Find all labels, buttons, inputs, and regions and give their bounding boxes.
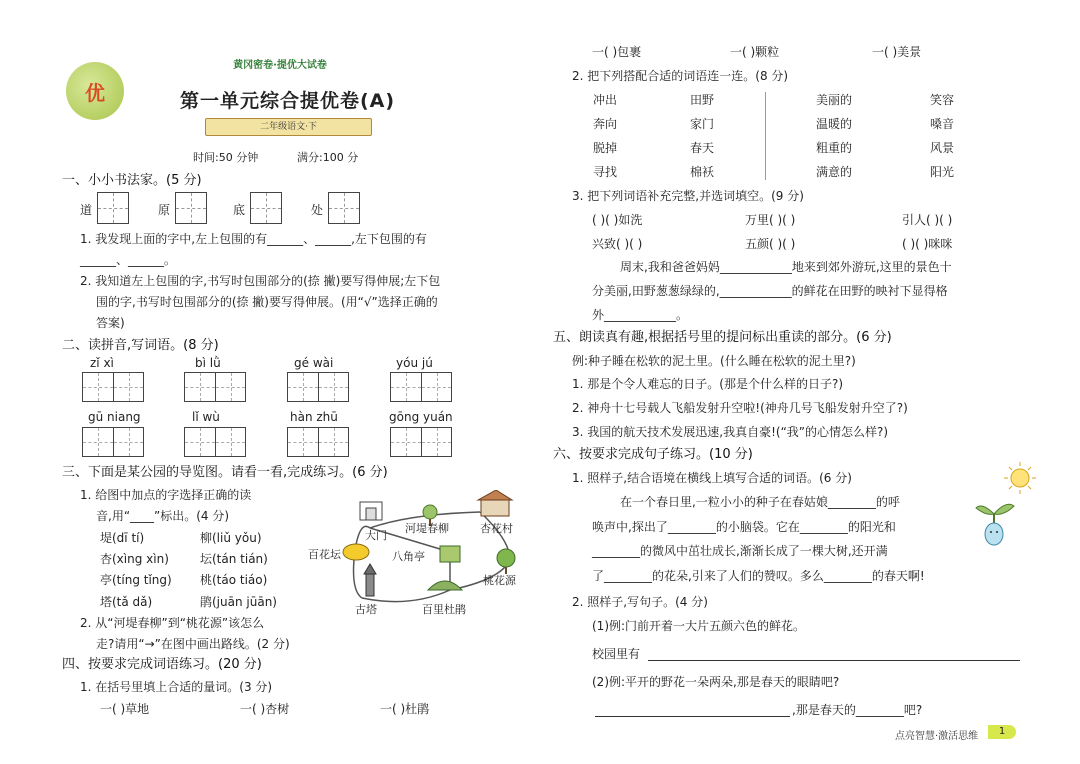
s5-q3: 3. 我国的航天技术发展迅速,我真自豪!(“我”的心情怎么样?)	[572, 425, 889, 439]
reading-option: 坛(tán tián)	[200, 552, 268, 566]
s5-example: 例:种子睡在松软的泥土里。(什么睡在松软的泥土里?)	[572, 354, 856, 368]
map-label-pavilion: 八角亭	[392, 550, 425, 563]
map-label-village: 杏花村	[480, 522, 513, 535]
reading-option: 堤(dī tí)	[100, 531, 145, 545]
pinyin-grid[interactable]	[82, 427, 144, 457]
s6-q2: 2. 照样子,写句子。(4 分)	[572, 595, 708, 609]
s1-q2-line1: 2. 我知道左上包围的字,书写时包围部分的(捺 撇)要写得伸展;左下包	[80, 274, 441, 288]
match-word[interactable]: 满意的	[816, 165, 853, 179]
reading-option: 鹃(juān jūān)	[200, 595, 277, 609]
s5-q1: 1. 那是个令人难忘的日子。(那是个什么样的日子?)	[572, 377, 843, 391]
pinyin-7: hàn zhū	[290, 410, 338, 424]
section-3-heading: 三、下面是某公园的导览图。请看一看,完成练习。(6 分)	[62, 465, 388, 480]
pinyin-grid[interactable]	[82, 372, 144, 402]
page-number: 1	[988, 725, 1016, 739]
pavilion-icon	[440, 546, 460, 562]
section-6-heading: 六、按要求完成句子练习。(10 分)	[553, 447, 753, 462]
s1-q2-line3: 答案)	[96, 316, 125, 330]
pinyin-grid[interactable]	[390, 427, 452, 457]
writing-box[interactable]	[97, 192, 129, 224]
idiom-blank[interactable]: 兴致( )( )	[592, 237, 643, 251]
pinyin-2: bì lǜ	[195, 356, 221, 370]
map-label-peach: 桃花源	[483, 574, 516, 587]
pinyin-8: gōng yuán	[389, 410, 453, 424]
match-word[interactable]: 春天	[690, 141, 715, 155]
page-title: 第一单元综合提优卷(A)	[180, 90, 396, 112]
idiom-blank[interactable]: ( )( )如洗	[592, 213, 643, 227]
match-word[interactable]: 冲出	[593, 93, 618, 107]
char-4: 处	[311, 203, 324, 217]
score-label: 满分:100 分	[297, 151, 359, 164]
match-word[interactable]: 美丽的	[816, 93, 853, 107]
seedling-sun-icon	[972, 458, 1036, 554]
s3-q1-line1: 1. 给图中加点的字选择正确的读	[80, 488, 252, 502]
s6-para-line1: 在一个春日里,一粒小小的种子在春姑娘________的呼	[620, 495, 900, 509]
brand-label: 黄冈密卷·提优大试卷	[233, 60, 327, 71]
map-label-tower: 古塔	[355, 603, 377, 616]
section-4-heading: 四、按要求完成词语练习。(20 分)	[62, 657, 262, 672]
char-3: 底	[233, 203, 246, 217]
measure-word-blank[interactable]: 一( )草地	[100, 702, 150, 716]
house-icon	[478, 490, 512, 516]
reading-option: 桃(táo tiáo)	[200, 573, 268, 587]
writing-box[interactable]	[250, 192, 282, 224]
match-word[interactable]: 粗重的	[816, 141, 853, 155]
match-word[interactable]: 温暖的	[816, 117, 853, 131]
map-label-river: 河堤春柳	[405, 522, 449, 535]
map-label-flower-altar: 百花坛	[308, 548, 341, 561]
idiom-blank[interactable]: 五颜( )( )	[745, 237, 796, 251]
answer-line[interactable]	[648, 660, 1020, 661]
reading-option: 亭(tíng tǐng)	[100, 573, 172, 587]
s3-q2-line2: 走?请用“→”在图中画出路线。(2 分)	[96, 637, 290, 651]
char-1: 道	[80, 203, 93, 217]
s6-para-line3: ________的微风中茁壮成长,渐渐长成了一棵大树,还开满	[592, 544, 888, 558]
s6-answer-1-prefix: 校园里有	[592, 647, 641, 661]
writing-box[interactable]	[175, 192, 207, 224]
s6-q1: 1. 照样子,结合语境在横线上填写合适的词语。(6 分)	[572, 471, 852, 485]
pinyin-1: zǐ xì	[90, 356, 114, 370]
azalea-icon	[428, 581, 462, 590]
s6-para-line4: 了________的花朵,引来了人们的赞叹。多么________的春天啊!	[592, 569, 925, 583]
match-word[interactable]: 风景	[930, 141, 955, 155]
measure-word-blank[interactable]: 一( )颗粒	[730, 45, 780, 59]
map-label-gate: 大门	[365, 529, 387, 542]
gate-icon	[360, 502, 382, 520]
section-1-heading: 一、小小书法家。(5 分)	[62, 173, 202, 188]
pinyin-4: yóu jú	[396, 356, 433, 370]
s6-answer-2-suffix: ,那是春天的________吧?	[792, 703, 923, 717]
s6-example-1: (1)例:门前开着一大片五颜六色的鲜花。	[592, 619, 806, 633]
writing-box[interactable]	[328, 192, 360, 224]
pinyin-grid[interactable]	[184, 372, 246, 402]
pinyin-5: gū niang	[88, 410, 141, 424]
pinyin-3: gé wài	[294, 356, 334, 370]
s1-q1-line1: 1. 我发现上面的字中,左上包围的有______、______,左下包围的有	[80, 232, 427, 246]
pinyin-grid[interactable]	[184, 427, 246, 457]
match-word[interactable]: 脱掉	[593, 141, 618, 155]
idiom-blank[interactable]: ( )( )咪咪	[902, 237, 953, 251]
char-2: 原	[158, 203, 171, 217]
match-word[interactable]: 笑容	[930, 93, 955, 107]
pinyin-grid[interactable]	[390, 372, 452, 402]
fill-paragraph-line3: 外____________。	[592, 308, 689, 322]
pinyin-grid[interactable]	[287, 372, 349, 402]
measure-word-blank[interactable]: 一( )美景	[872, 45, 922, 59]
pinyin-6: lǐ wù	[192, 410, 220, 424]
idiom-blank[interactable]: 引人( )( )	[902, 213, 953, 227]
right-page	[540, 0, 1080, 764]
measure-word-blank[interactable]: 一( )杏树	[240, 702, 290, 716]
match-word[interactable]: 田野	[690, 93, 715, 107]
match-word[interactable]: 嗓音	[930, 117, 955, 131]
measure-word-blank[interactable]: 一( )杜鹃	[380, 702, 430, 716]
reading-option: 塔(tǎ dǎ)	[100, 595, 153, 609]
match-word[interactable]: 棉袄	[690, 165, 715, 179]
s4-q2: 2. 把下列搭配合适的词语连一连。(8 分)	[572, 69, 789, 83]
section-5-heading: 五、朗读真有趣,根据括号里的提问标出重读的部分。(6 分)	[553, 330, 892, 345]
map-label-azalea: 百里杜鹃	[422, 603, 466, 616]
match-word[interactable]: 寻找	[593, 165, 618, 179]
time-label: 时间:50 分钟	[193, 151, 259, 164]
s4-q3: 3. 把下列词语补充完整,并选词填空。(9 分)	[572, 189, 804, 203]
section-2-heading: 二、读拼音,写词语。(8 分)	[62, 338, 219, 353]
match-word[interactable]: 阳光	[930, 165, 955, 179]
fill-paragraph-line2: 分美丽,田野葱葱绿绿的,____________的鲜花在田野的映衬下显得格	[592, 284, 948, 298]
match-word[interactable]: 奔向	[593, 117, 618, 131]
s3-q1-line2: 音,用“____”标出。(4 分)	[96, 509, 230, 523]
peach-tree-icon	[497, 549, 515, 574]
reading-option: 杏(xìng xìn)	[100, 552, 169, 566]
grade-ribbon: 二年级语文·下	[205, 118, 372, 136]
s1-q1-line2: ______、______。	[80, 253, 177, 267]
fill-paragraph-line1: 周末,我和爸爸妈妈____________地来到郊外游玩,这里的景色十	[620, 260, 952, 274]
badge-icon: 优	[66, 62, 124, 120]
s4-q1: 1. 在括号里填上合适的量词。(3 分)	[80, 680, 273, 694]
match-word[interactable]: 家门	[690, 117, 715, 131]
pinyin-grid[interactable]	[287, 427, 349, 457]
match-divider	[765, 92, 766, 180]
reading-option: 柳(liǔ yǒu)	[200, 531, 262, 545]
answer-line[interactable]	[595, 716, 790, 717]
idiom-blank[interactable]: 万里( )( )	[745, 213, 796, 227]
s6-para-line2: 唤声中,探出了________的小脑袋。它在________的阳光和	[592, 520, 896, 534]
map-path	[362, 590, 450, 602]
s1-q2-line2: 围的字,书写时包围部分的(捺 撇)要写得伸展。(用“√”选择正确的	[96, 295, 438, 309]
footer-slogan: 点亮智慧·激活思维	[895, 731, 979, 742]
s3-q2-line1: 2. 从“河堤春柳”到“桃花源”该怎么	[80, 616, 265, 630]
s6-example-2: (2)例:平开的野花一朵两朵,那是春天的眼睛吧?	[592, 675, 840, 689]
flower-altar-icon	[343, 544, 369, 560]
measure-word-blank[interactable]: 一( )包裹	[592, 45, 642, 59]
s5-q2: 2. 神舟十七号载人飞船发射升空啦!(神舟几号飞船发射升空了?)	[572, 401, 908, 415]
tower-icon	[364, 564, 376, 596]
